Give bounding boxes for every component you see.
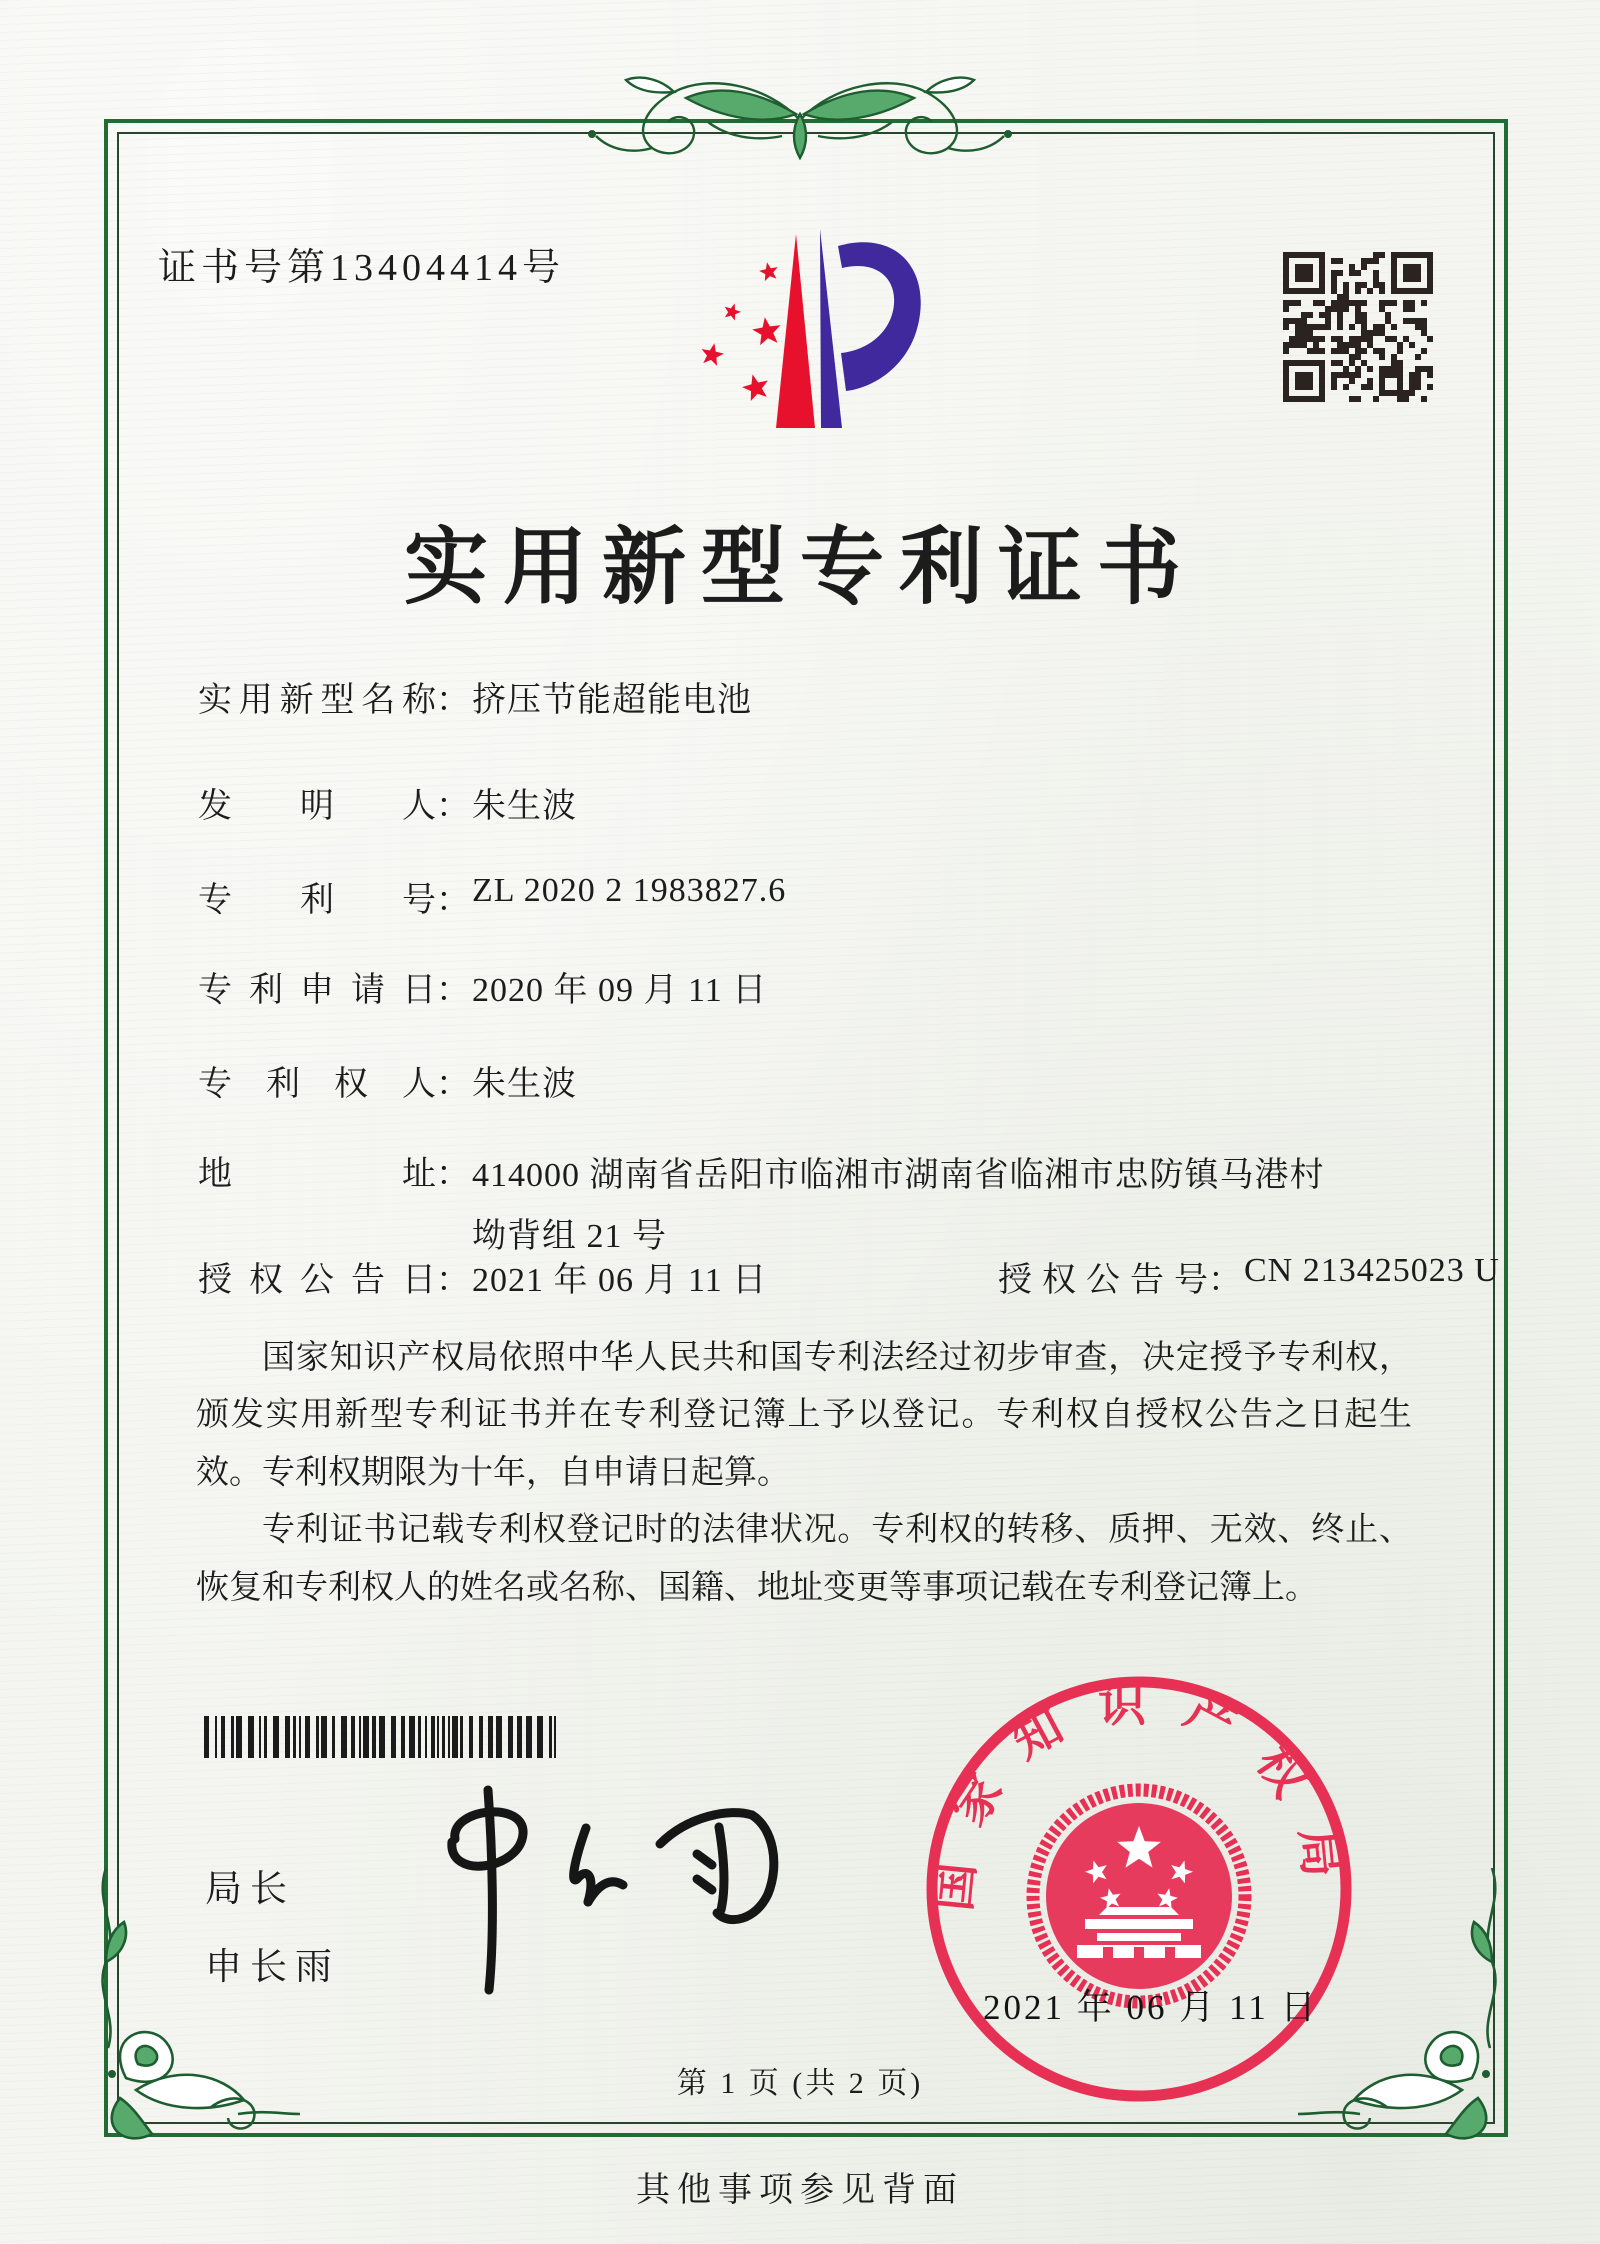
certificate-title: 实用新型专利证书	[403, 522, 1196, 615]
field-label: 专利申请日	[198, 972, 436, 1009]
field-label: 授权公告号	[998, 1262, 1208, 1299]
legal-paragraph-1: 国家知识产权局依照中华人民共和国专利法经过初步审查，决定授予专利权，颁发实用新型专利证书并在专利登记簿上予以登记。专利权自授权公告之日起生效。专利权期限为十年，自申请日起算。	[196, 1340, 1412, 1491]
handwritten-signature	[398, 1782, 834, 2002]
seal-agency-text: 国家知识产权局	[927, 1678, 1351, 1914]
field-label: 专利号	[198, 882, 436, 919]
page-number: 第 1 页 (共 2 页)	[676, 2067, 924, 2100]
field-value: 414000 湖南省岳阳市临湘市湖南省临湘市忠防镇马港村坳背组 21 号	[472, 1157, 1325, 1255]
field-value: 2020 年 09 月 11 日	[472, 972, 768, 1009]
field-row-grant	[198, 1252, 1500, 1301]
field-row-name	[198, 672, 752, 721]
field-label: 实用新型名称	[198, 682, 436, 719]
field-value: ZL 2020 2 1983827.6	[472, 872, 787, 909]
qr-code	[1281, 250, 1435, 404]
field-value: 朱生波	[472, 788, 577, 825]
field-row-address	[198, 1146, 1342, 1267]
signer-name: 申长雨	[205, 1947, 340, 1988]
field-value: 2021 年 06 月 11 日	[472, 1262, 768, 1299]
field-row-patent-number	[198, 872, 786, 921]
cnipa-logo-icon	[668, 222, 930, 460]
seal-date: 2021 年 06 月 11 日	[983, 1988, 1319, 2027]
field-row-inventor	[198, 778, 577, 827]
legal-paragraph-2: 专利证书记载专利权登记时的法律状况。专利权的转移、质押、无效、终止、恢复和专利权人的姓名或名称、国籍、地址变更等事项记载在专利登记簿上。	[196, 1512, 1412, 1606]
field-colon: ：	[1208, 1262, 1242, 1299]
field-colon: ：	[436, 882, 470, 919]
signer-role: 局长	[205, 1869, 295, 1910]
field-value: 挤压节能超能电池	[472, 682, 752, 719]
field-colon: ：	[436, 1262, 470, 1299]
back-side-note: 其他事项参见背面	[636, 2172, 964, 2209]
field-colon: ：	[436, 682, 470, 719]
legal-text-block	[196, 1330, 1412, 1617]
field-colon: ：	[436, 1066, 470, 1103]
field-label: 授权公告日	[198, 1262, 436, 1299]
field-value: 朱生波	[472, 1066, 577, 1103]
field-label: 发明人	[198, 788, 436, 825]
field-row-patentee	[198, 1056, 577, 1105]
certificate-number: 证书号第13404414号	[158, 247, 566, 289]
grant-publication-group	[998, 1252, 1500, 1301]
field-colon: ：	[436, 1156, 470, 1193]
field-label: 专利权人	[198, 1066, 436, 1103]
agency-seal	[913, 1663, 1365, 2115]
field-label: 地址	[198, 1156, 436, 1193]
barcode	[204, 1716, 562, 1758]
field-value: CN 213425023 U	[1244, 1252, 1500, 1289]
field-colon: ：	[436, 972, 470, 1009]
field-row-filing-date	[198, 962, 767, 1011]
field-colon: ：	[436, 788, 470, 825]
